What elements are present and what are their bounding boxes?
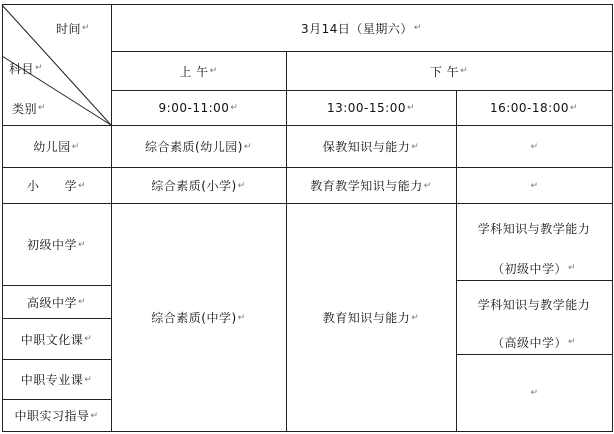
time-slot-1: 9:00-11:00 ↵ [158, 101, 239, 115]
category-label: 类别 ↵ [11, 101, 47, 116]
kindergarten-subject-1: 综合素质(幼儿园) ↵ [145, 140, 252, 154]
afternoon-header: 下 午 ↵ [429, 64, 469, 79]
paragraph-mark: ↵ [77, 239, 87, 250]
paragraph-mark: ↵ [71, 141, 80, 152]
paragraph-mark: ↵ [460, 66, 469, 76]
paragraph-mark: ↵ [530, 141, 539, 152]
junior-subject-line-2: （初级中学） ↵ [491, 261, 577, 276]
category-vocational-culture: 中职文化课 ↵ [20, 332, 93, 347]
category-kindergarten: 幼儿园 ↵ [33, 140, 80, 154]
paragraph-mark: ↵ [77, 180, 87, 191]
senior-subject-line-2: （高级中学） ↵ [491, 335, 577, 350]
category-vocational-specialty: 中职专业课 ↵ [20, 373, 93, 387]
paragraph-mark: ↵ [237, 180, 246, 191]
paragraph-mark: ↵ [569, 103, 579, 113]
kindergarten-subject-2: 保教知识与能力 ↵ [322, 140, 420, 154]
paragraph-mark: ↵ [77, 297, 87, 307]
paragraph-mark: ↵ [34, 63, 44, 73]
paragraph-mark: ↵ [230, 103, 239, 113]
time-slot-2: 13:00-15:00 ↵ [326, 101, 416, 115]
paragraph-mark: ↵ [90, 410, 99, 421]
category-vocational-practice: 中职实习指导 ↵ [14, 409, 99, 423]
date-header: 3月14日（星期六） ↵ [301, 21, 422, 36]
morning-header: 上 午 ↵ [179, 64, 218, 79]
paragraph-mark: ↵ [84, 374, 93, 385]
subject-label: 科目 ↵ [8, 61, 44, 76]
kindergarten-empty-slot [456, 126, 612, 167]
time-slot-3: 16:00-18:00 ↵ [489, 101, 579, 115]
paragraph-mark: ↵ [567, 337, 577, 347]
paragraph-mark: ↵ [237, 312, 246, 323]
junior-subject-line-1: 学科知识与教学能力 [477, 221, 591, 236]
secondary-subject-1: 综合素质(中学) ↵ [151, 311, 246, 325]
paragraph-mark: ↵ [530, 388, 539, 398]
paragraph-mark: ↵ [567, 263, 577, 273]
paragraph-mark: ↵ [84, 334, 93, 344]
paragraph-mark: ↵ [411, 141, 420, 152]
primary-empty-slot [456, 168, 612, 203]
paragraph-mark: ↵ [413, 23, 422, 33]
secondary-subject-2: 教育知识与能力 ↵ [322, 311, 420, 325]
paragraph-mark: ↵ [406, 103, 416, 113]
primary-subject-1: 综合素质(小学) ↵ [151, 179, 246, 193]
paragraph-mark: ↵ [37, 103, 47, 113]
time-label: 时间 ↵ [55, 21, 91, 36]
paragraph-mark: ↵ [423, 180, 432, 191]
paragraph-mark: ↵ [243, 141, 252, 152]
category-junior-middle: 初级中学 ↵ [26, 238, 87, 252]
senior-subject-line-1: 学科知识与教学能力 [477, 297, 591, 312]
category-primary: 小 学 ↵ [26, 179, 87, 193]
paragraph-mark: ↵ [81, 23, 91, 33]
paragraph-mark: ↵ [209, 66, 218, 76]
paragraph-mark: ↵ [530, 180, 539, 191]
paragraph-mark: ↵ [411, 312, 420, 323]
vocational-empty-slot [456, 355, 612, 431]
primary-subject-2: 教育教学知识与能力 ↵ [310, 179, 432, 193]
category-senior-middle: 高级中学 ↵ [26, 295, 87, 310]
